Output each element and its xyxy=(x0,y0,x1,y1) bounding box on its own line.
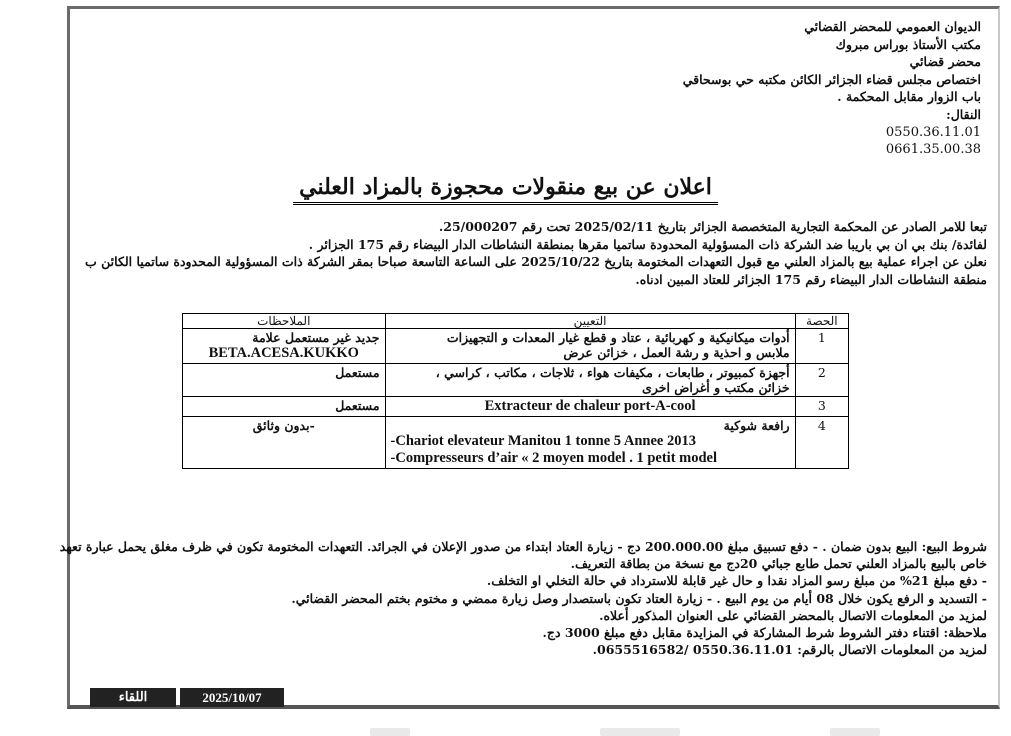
publication-date-badge: 2025/10/07 xyxy=(180,688,284,707)
designation-line: Extracteur de chaleur port-A-cool xyxy=(484,398,696,414)
header-phone-2: 0661.35.00.38 xyxy=(885,142,981,158)
table-row xyxy=(183,329,849,364)
designation-line: أدوات ميكانيكية و كهربائية ، عتاد و قطع غيار المعدات و التجهيزات xyxy=(446,330,790,345)
designation-line: أجهزة كمبيوتر ، طابعات ، مكيفات هواء ، ثلاجات ، مكاتب ، كراسي ، xyxy=(435,365,790,380)
header-designation: التعيين xyxy=(385,314,795,329)
lots-table xyxy=(182,313,849,469)
remarks-line: جديد غير مستعمل علامة xyxy=(252,330,380,345)
scan-artifact xyxy=(830,728,880,736)
lot-number: 4 xyxy=(795,417,848,469)
lot-remarks: -بدون وثائق xyxy=(183,417,386,469)
lot-remarks xyxy=(183,329,386,364)
terms-line: ملاحظة: اقتناء دفتر الشروط شرط المشاركة في المزايدة مقابل دفع مبلغ 3000 دج. xyxy=(542,625,987,641)
header-office: الديوان العمومي للمحضر القضائي xyxy=(804,19,981,34)
intro-announcement: نعلن عن اجراء عملية بيع بالمزاد العلني مع قبول التعهدات المختومة بتاريخ 2025/10/22 على الساعة التاسعة صباحا بمقر الشركة ذات المسؤولية المحدودة ساتميا الكائن ب منطقة النشاطات الدار البيضاء رقم 175 الجزائر للعتاد المبين ادناه. xyxy=(85,254,987,287)
lot-designation xyxy=(385,417,795,469)
table-row xyxy=(183,364,849,397)
table-row xyxy=(183,417,849,469)
notice-title-block xyxy=(0,174,1011,200)
header-remarks: الملاحظات xyxy=(183,314,386,329)
intro-order: تبعا للامر الصادر عن المحكمة التجارية المتخصصة الجزائر بتاريخ 2025/02/11 تحت رقم 25/000207. xyxy=(438,219,987,234)
header-location: باب الزوار مقابل المحكمة . xyxy=(837,89,981,105)
header-jurisdiction: اختصاص مجلس قضاء الجزائر الكائن مكتبه حي بوسحاقي xyxy=(682,71,981,87)
lot-remarks: مستعمل xyxy=(183,397,386,417)
designation-line: ملابس و احذية و رشة العمل ، خزائن عرض xyxy=(563,345,790,360)
terms-line: - التسديد و الرفع يكون خلال 08 أيام من يوم البيع . - زيارة العتاد تكون باستصدار وصل زيارة ممضي و مختوم بختم المحضر القضائي. xyxy=(291,590,987,606)
remarks-brand: BETA.ACESA.KUKKO xyxy=(208,345,359,361)
terms-line: لمزيد من المعلومات الاتصال بالمحضر القضائي على العنوان المذكور أعلاه. xyxy=(599,607,987,623)
terms-line: - دفع مبلغ 21% من مبلغ رسو المزاد نقدا و حال غير قابلة للاسترداد في حالة التخلي او التخلف. xyxy=(486,573,987,589)
lot-remarks: مستعمل xyxy=(183,364,386,397)
intro-beneficiary: لفائدة/ بنك بي ان بي باريبا ضد الشركة ذات المسؤولية المحدودة ساتميا مقرها بمنطقة النشاطات الدار البيضاء رقم 175 الجزائر . xyxy=(308,236,987,252)
sale-terms xyxy=(57,538,987,658)
designation-line: خزائن مكتب و أغراض اخرى xyxy=(642,380,790,395)
designation-line: رافعة شوكية xyxy=(723,418,790,433)
lot-designation xyxy=(385,364,795,397)
intro-text xyxy=(67,218,987,288)
table-row xyxy=(183,397,849,417)
notice-title: اعلان عن بيع منقولات محجوزة بالمزاد العلني xyxy=(293,174,718,205)
lot-designation xyxy=(385,329,795,364)
header-lot: الحصة xyxy=(795,314,848,329)
lot-number: 2 xyxy=(795,364,848,397)
scan-artifact xyxy=(600,728,680,736)
header-role: محضر قضائي xyxy=(909,54,981,70)
bailiff-header xyxy=(683,18,981,159)
scan-artifact xyxy=(370,728,410,736)
newspaper-name-badge: اللقاء xyxy=(90,688,176,707)
lot-number: 1 xyxy=(795,329,848,364)
lot-designation xyxy=(385,397,795,417)
lot-number: 3 xyxy=(795,397,848,417)
designation-line: -Chariot elevateur Manitou 1 tonne 5 Annee 2013 xyxy=(390,433,696,449)
table-header-row xyxy=(183,314,849,329)
header-phone-label: النقال: xyxy=(946,106,981,122)
terms-line: لمزيد من المعلومات الاتصال بالرقم: 0550.36.11.01 /0655516582. xyxy=(592,642,987,658)
terms-line: شروط البيع: البيع بدون ضمان . - دفع تسبيق مبلغ 200.000.00 دج - زيارة العتاد ابتداء من صدور الإعلان في الجرائد. التعهدات المختومة تكون في ظرف مغلق يحمل عبارة تعهد خاص بالبيع بالمزاد العلني تحمل طابع جبائي 20دج مع نسخة من بطاقة التعريف. xyxy=(59,539,987,572)
designation-line: -Compresseurs d’air « 2 moyen model . 1 petit model xyxy=(390,450,718,466)
header-name: مكتب الأستاذ بوراس مبروك xyxy=(835,36,981,52)
header-phone-1: 0550.36.11.01 xyxy=(885,124,981,140)
